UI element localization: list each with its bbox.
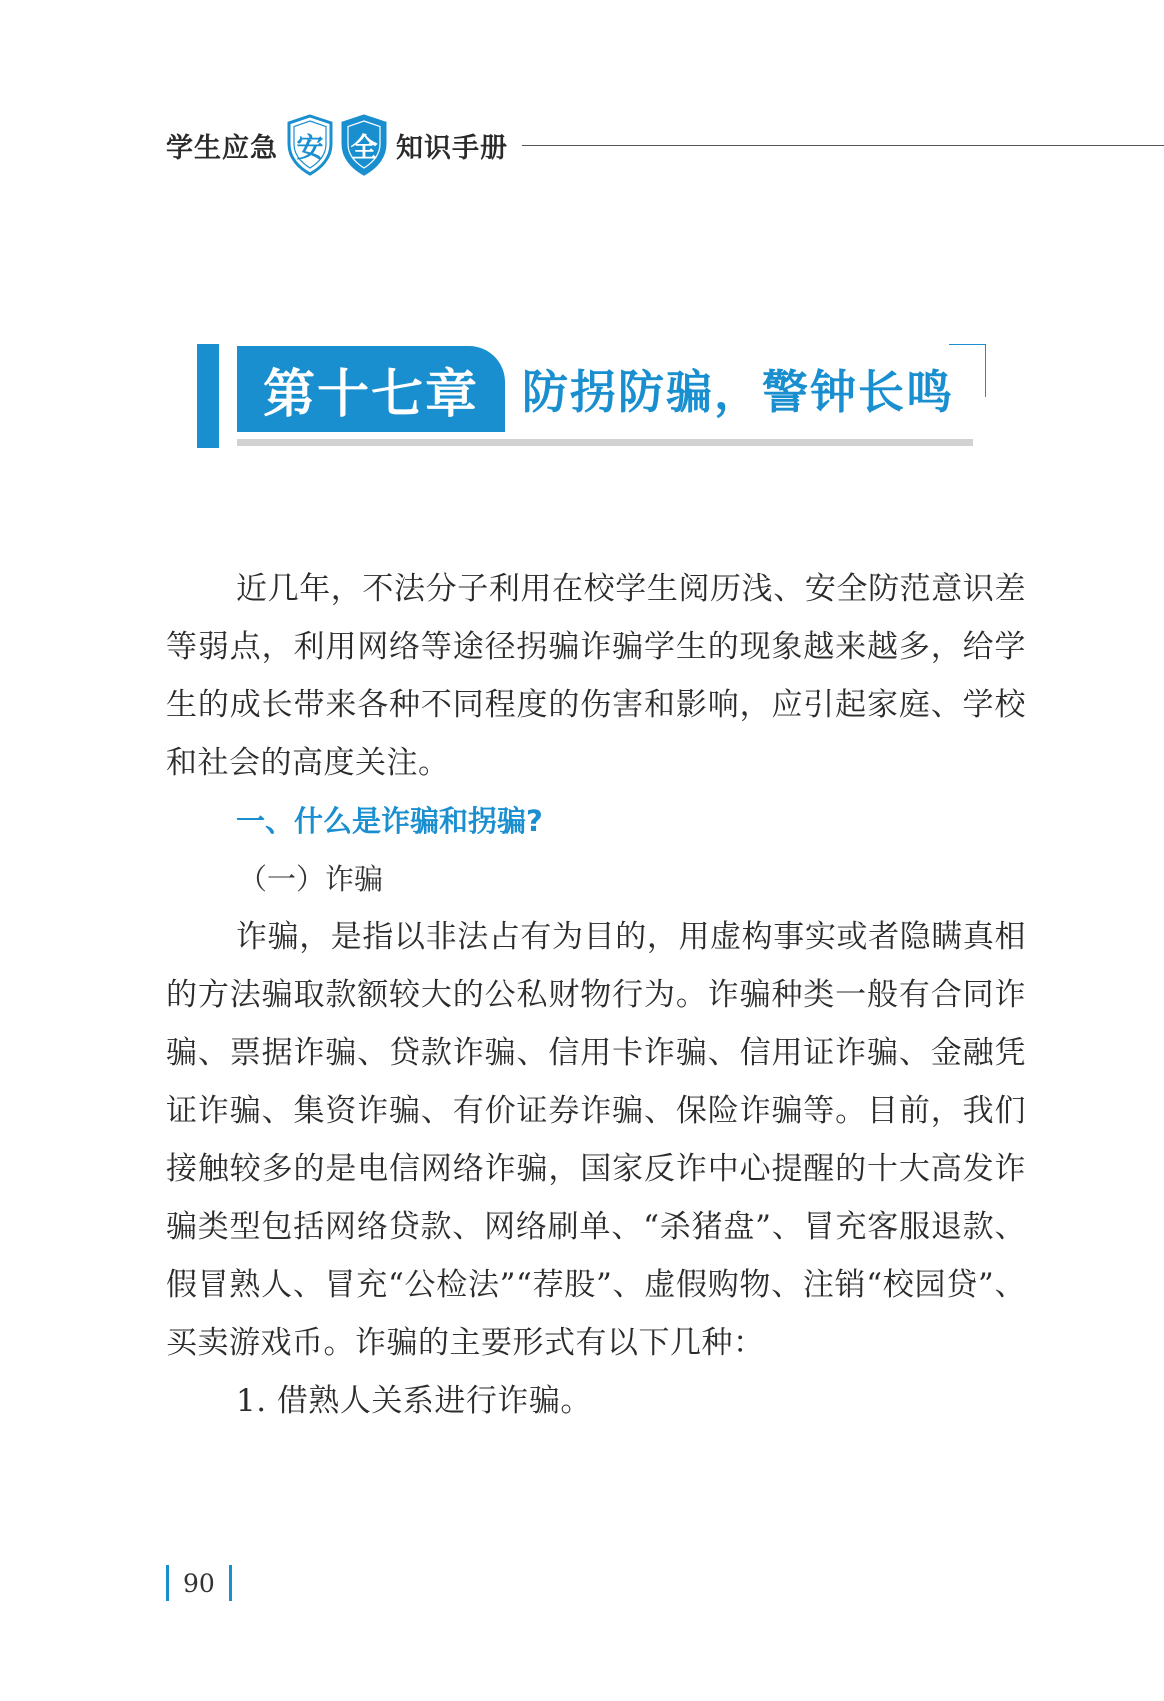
chapter-number: 第十七章 (262, 364, 479, 425)
header-title-suffix: 知识手册 (396, 132, 508, 164)
list-item: 1. 借熟人关系进行诈骗。 (236, 1383, 592, 1419)
shield-right-char: 全 (350, 133, 378, 164)
chapter-banner (197, 344, 997, 454)
page-number-bar-right (229, 1565, 232, 1601)
chapter-label-pill (237, 346, 505, 432)
fraud-paragraph: 诈骗，是指以非法占有为目的，用虚构事实或者隐瞒真相的方法骗取款额较大的公私财物行为。诈骗种类一般有合同诈骗、票据诈骗、贷款诈骗、信用卡诈骗、信用证诈骗、金融凭证诈骗、集资诈骗、有价证券诈骗、保险诈骗等。目前，我们接触较多的是电信网络诈骗，国家反诈中心提醒的十大高发诈骗类型包括网络贷款、网络刷单、“杀猪盘”、冒充客服退款、假冒熟人、冒充“公检法”“荐股”、虚假购物、注销“校园贷”、买卖游戏币。诈骗的主要形式有以下几种： (166, 919, 1026, 1361)
chapter-left-bar (197, 344, 219, 448)
intro-paragraph: 近几年，不法分子利用在校学生阅历浅、安全防范意识差等弱点，利用网络等途径拐骗诈骗学生的现象越来越多，给学生的成长带来各种不同程度的伤害和影响，应引起家庭、学校和社会的高度关注。 (166, 571, 1026, 781)
page-number: 90 (183, 1568, 215, 1598)
chapter-underline (237, 439, 973, 446)
chapter-corner-mark (949, 344, 986, 397)
shield-outline-icon (286, 114, 334, 176)
chapter-title: 防拐防骗，警钟长鸣 (522, 365, 954, 419)
header-title-prefix: 学生应急 (166, 132, 278, 164)
page-number-box (166, 1565, 232, 1601)
subsection-heading: （一）诈骗 (238, 862, 384, 896)
section-heading: 一、什么是诈骗和拐骗? (236, 804, 543, 838)
running-header (166, 110, 1164, 180)
shield-filled-icon (340, 114, 388, 176)
body-text (166, 560, 1026, 1430)
shield-left-char: 安 (296, 133, 324, 164)
header-rule (522, 145, 1164, 146)
